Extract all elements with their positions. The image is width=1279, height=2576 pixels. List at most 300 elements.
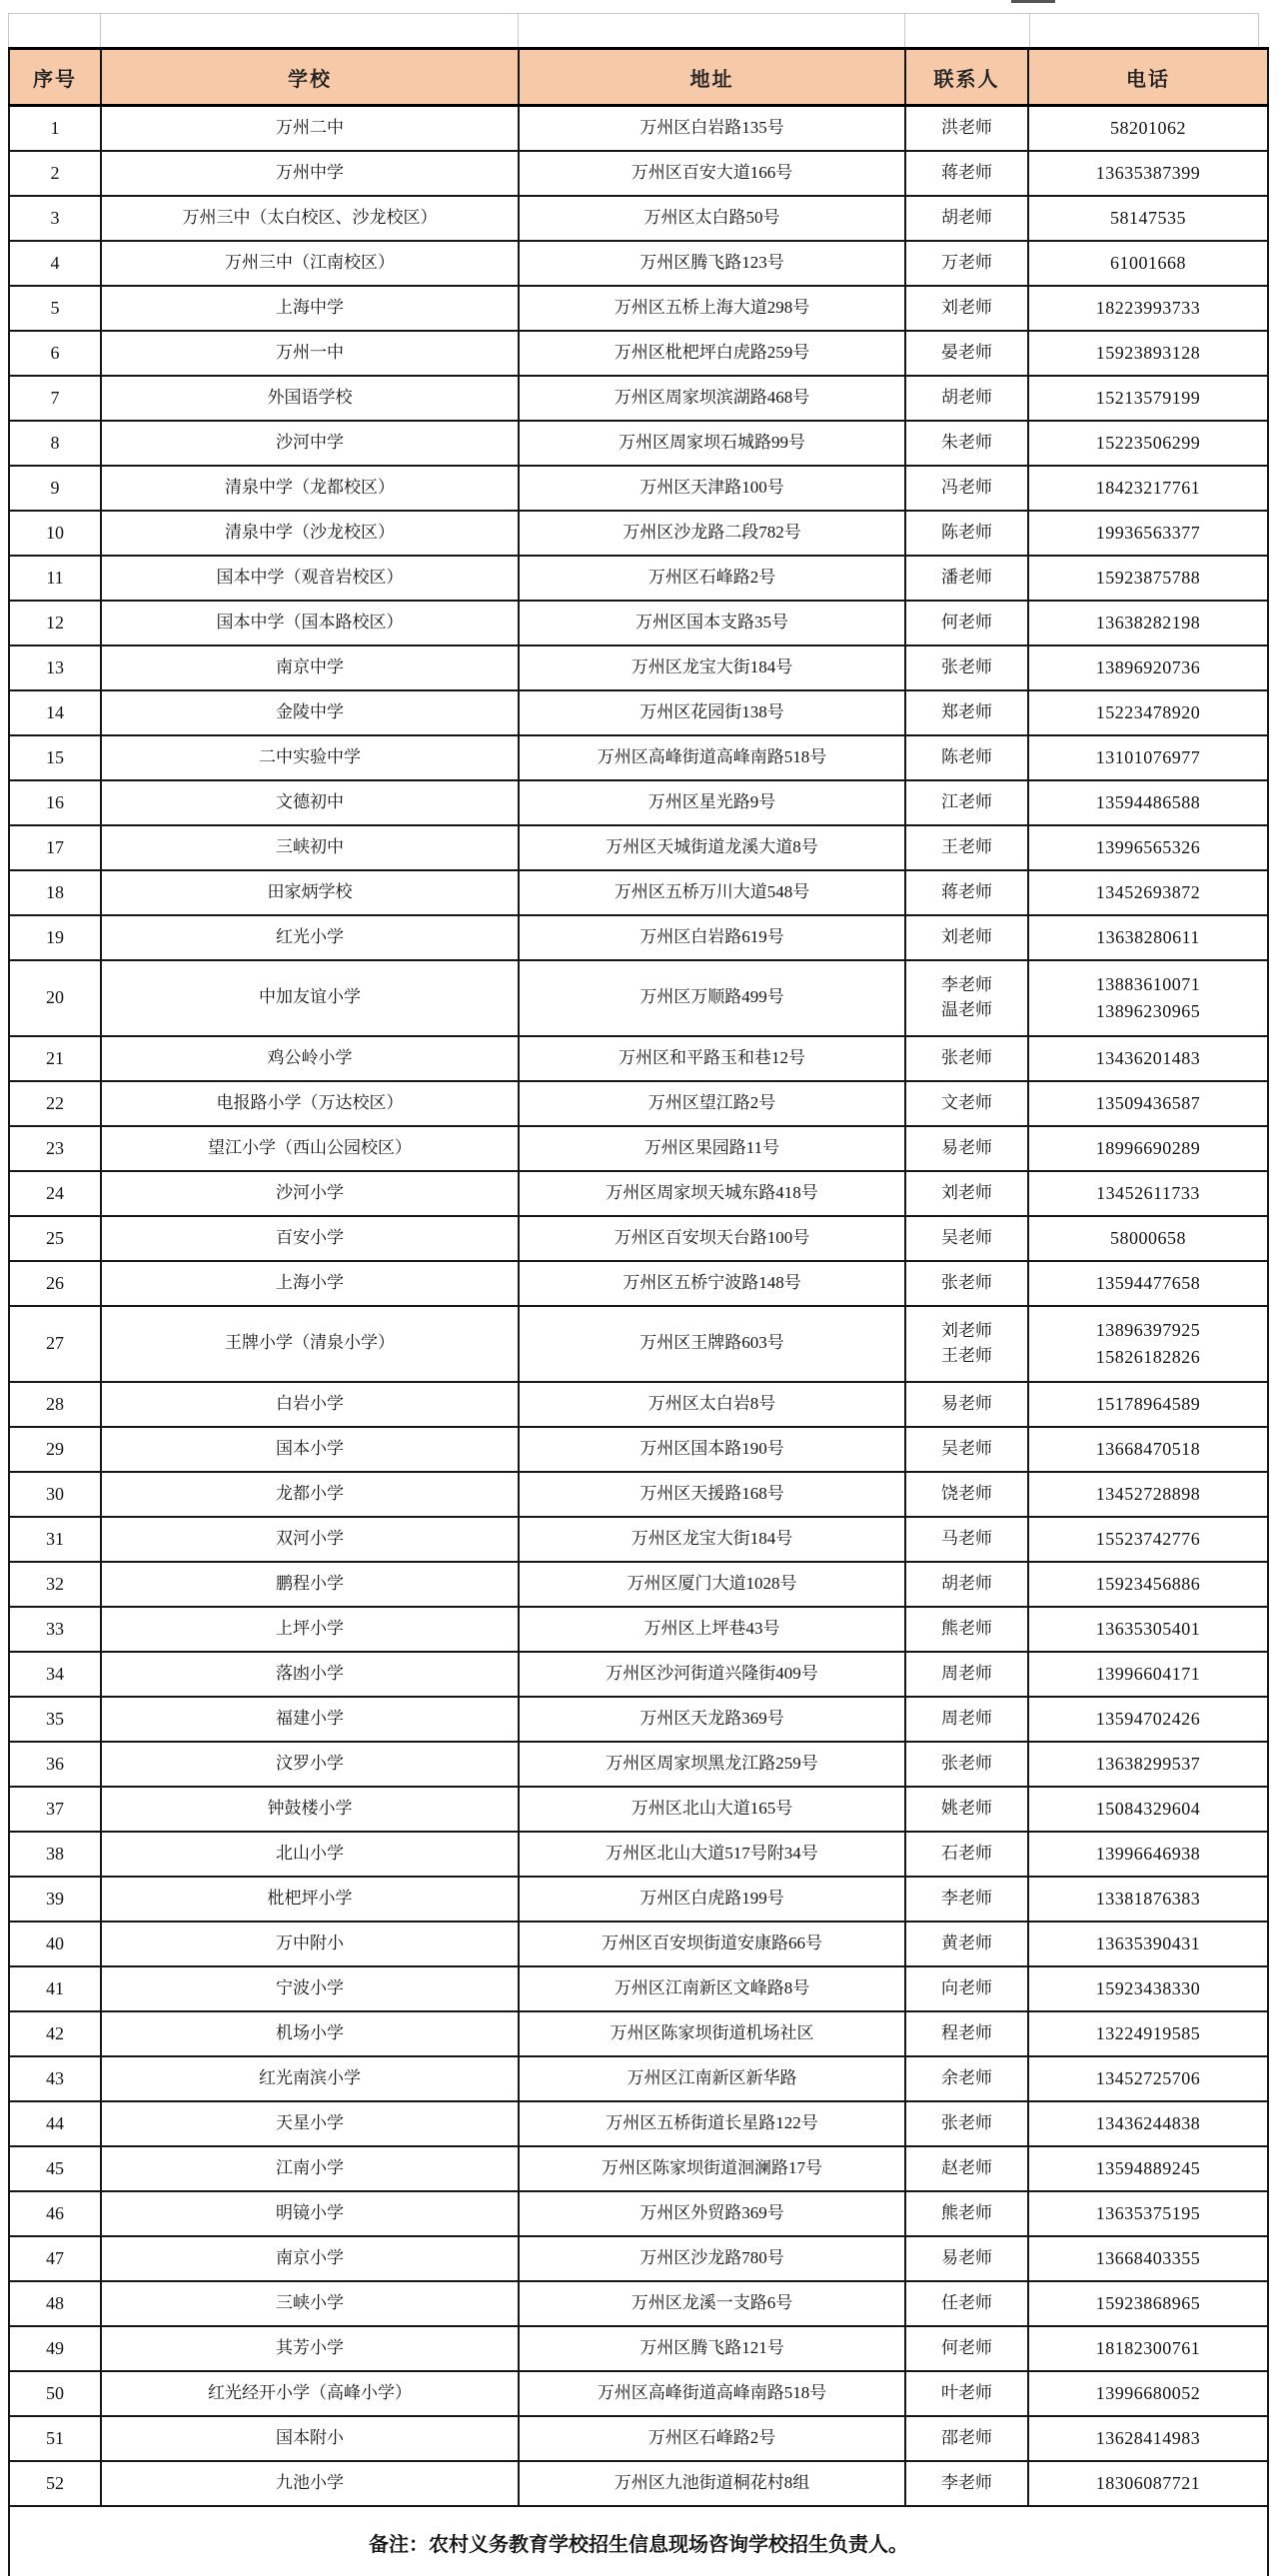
school-contact-table bbox=[8, 47, 1269, 2576]
cell-address: 万州区国本支路35号 bbox=[519, 601, 905, 645]
table-row bbox=[9, 2416, 1268, 2461]
cell-address: 万州区龙溪一支路6号 bbox=[519, 2281, 905, 2326]
cell-school: 田家炳学校 bbox=[101, 870, 519, 915]
cell-address: 万州区沙龙路780号 bbox=[519, 2236, 905, 2281]
cell-phone: 58147535 bbox=[1028, 196, 1268, 241]
table-row bbox=[9, 2101, 1268, 2146]
cell-phone: 15084329604 bbox=[1028, 1787, 1268, 1832]
cell-index: 28 bbox=[9, 1382, 101, 1427]
table-row bbox=[9, 2146, 1268, 2191]
cell-school: 龙都小学 bbox=[101, 1472, 519, 1517]
cell-address: 万州区外贸路369号 bbox=[519, 2191, 905, 2236]
cell-contact: 何老师 bbox=[905, 601, 1028, 645]
cell-contact: 郑老师 bbox=[905, 690, 1028, 735]
cell-address: 万州区花园街138号 bbox=[519, 690, 905, 735]
cell-index: 7 bbox=[9, 376, 101, 421]
table-row bbox=[9, 376, 1268, 421]
cell-phone: 15223506299 bbox=[1028, 421, 1268, 466]
table-row bbox=[9, 1922, 1268, 1966]
cell-index: 45 bbox=[9, 2146, 101, 2191]
cell-index: 22 bbox=[9, 1081, 101, 1126]
cell-index: 13 bbox=[9, 645, 101, 690]
cell-school: 国本附小 bbox=[101, 2416, 519, 2461]
cell-address: 万州区腾飞路121号 bbox=[519, 2326, 905, 2371]
cell-contact: 李老师 bbox=[905, 2461, 1028, 2506]
cell-index: 4 bbox=[9, 241, 101, 286]
column-header: 学校 bbox=[101, 49, 519, 106]
table-row bbox=[9, 556, 1268, 601]
cell-address: 万州区果园路11号 bbox=[519, 1126, 905, 1171]
cell-address: 万州区北山大道517号附34号 bbox=[519, 1832, 905, 1877]
column-header: 电话 bbox=[1028, 49, 1268, 106]
cell-contact: 易老师 bbox=[905, 1382, 1028, 1427]
cell-index: 16 bbox=[9, 780, 101, 825]
cell-address: 万州区望江路2号 bbox=[519, 1081, 905, 1126]
table-row bbox=[9, 1427, 1268, 1472]
cell-contact: 赵老师 bbox=[905, 2146, 1028, 2191]
cell-index: 31 bbox=[9, 1517, 101, 1562]
cell-index: 10 bbox=[9, 511, 101, 556]
cell-index: 38 bbox=[9, 1832, 101, 1877]
table-row bbox=[9, 1472, 1268, 1517]
table-row bbox=[9, 2191, 1268, 2236]
cell-address: 万州区沙河街道兴隆街409号 bbox=[519, 1652, 905, 1697]
cell-address: 万州区周家坝石城路99号 bbox=[519, 421, 905, 466]
cell-address: 万州区石峰路2号 bbox=[519, 556, 905, 601]
cell-phone: 13996646938 bbox=[1028, 1832, 1268, 1877]
cell-address: 万州区陈家坝街道机场社区 bbox=[519, 2011, 905, 2056]
table-row bbox=[9, 2011, 1268, 2056]
cell-school: 王牌小学（清泉小学） bbox=[101, 1306, 519, 1382]
cell-index: 24 bbox=[9, 1171, 101, 1216]
cell-contact: 黄老师 bbox=[905, 1922, 1028, 1966]
grid-line bbox=[904, 13, 905, 47]
cell-school: 望江小学（西山公园校区） bbox=[101, 1126, 519, 1171]
table-row bbox=[9, 960, 1268, 1036]
cell-contact: 刘老师 bbox=[905, 286, 1028, 331]
cell-index: 15 bbox=[9, 735, 101, 780]
cell-phone: 13638280611 bbox=[1028, 915, 1268, 960]
cell-address: 万州区白岩路619号 bbox=[519, 915, 905, 960]
cell-address: 万州区周家坝滨湖路468号 bbox=[519, 376, 905, 421]
cell-contact: 姚老师 bbox=[905, 1787, 1028, 1832]
cell-school: 鸡公岭小学 bbox=[101, 1036, 519, 1081]
cell-address: 万州区江南新区文峰路8号 bbox=[519, 1966, 905, 2011]
cell-address: 万州区五桥上海大道298号 bbox=[519, 286, 905, 331]
cell-school: 鹏程小学 bbox=[101, 1562, 519, 1607]
note-text: 备注：农村义务教育学校招生信息现场咨询学校招生负责人。 bbox=[9, 2506, 1268, 2576]
cell-index: 5 bbox=[9, 286, 101, 331]
cell-address: 万州区江南新区新华路 bbox=[519, 2056, 905, 2101]
cell-phone: 13628414983 bbox=[1028, 2416, 1268, 2461]
cell-school: 其芳小学 bbox=[101, 2326, 519, 2371]
table-row bbox=[9, 780, 1268, 825]
cell-phone: 13452611733 bbox=[1028, 1171, 1268, 1216]
table-row bbox=[9, 2056, 1268, 2101]
cell-index: 48 bbox=[9, 2281, 101, 2326]
cropped-row-remnant bbox=[1011, 0, 1055, 3]
cell-phone: 15223478920 bbox=[1028, 690, 1268, 735]
cell-school: 枇杷坪小学 bbox=[101, 1877, 519, 1922]
cell-contact: 胡老师 bbox=[905, 376, 1028, 421]
cell-address: 万州区石峰路2号 bbox=[519, 2416, 905, 2461]
cell-address: 万州区天援路168号 bbox=[519, 1472, 905, 1517]
cell-phone: 13635305401 bbox=[1028, 1607, 1268, 1652]
table-row bbox=[9, 825, 1268, 870]
cell-contact: 胡老师 bbox=[905, 196, 1028, 241]
cell-address: 万州区高峰街道高峰南路518号 bbox=[519, 2371, 905, 2416]
cell-school: 福建小学 bbox=[101, 1697, 519, 1742]
cell-school: 沙河中学 bbox=[101, 421, 519, 466]
cell-phone: 15923868965 bbox=[1028, 2281, 1268, 2326]
cell-contact: 邵老师 bbox=[905, 2416, 1028, 2461]
cell-address: 万州区高峰街道高峰南路518号 bbox=[519, 735, 905, 780]
column-header: 联系人 bbox=[905, 49, 1028, 106]
cell-address: 万州区龙宝大街184号 bbox=[519, 645, 905, 690]
cell-contact: 蒋老师 bbox=[905, 870, 1028, 915]
cell-address: 万州区上坪巷43号 bbox=[519, 1607, 905, 1652]
cell-phone: 18996690289 bbox=[1028, 1126, 1268, 1171]
cell-contact: 刘老师 王老师 bbox=[905, 1306, 1028, 1382]
cell-address: 万州区腾飞路123号 bbox=[519, 241, 905, 286]
table-row bbox=[9, 331, 1268, 376]
cell-index: 12 bbox=[9, 601, 101, 645]
cell-address: 万州区五桥万川大道548号 bbox=[519, 870, 905, 915]
grid-line bbox=[1258, 13, 1259, 47]
cell-index: 46 bbox=[9, 2191, 101, 2236]
cell-phone: 13452725706 bbox=[1028, 2056, 1268, 2101]
cell-school: 南京小学 bbox=[101, 2236, 519, 2281]
cell-school: 三峡小学 bbox=[101, 2281, 519, 2326]
cell-address: 万州区九池街道桐花村8组 bbox=[519, 2461, 905, 2506]
cell-phone: 13509436587 bbox=[1028, 1081, 1268, 1126]
cell-contact: 吴老师 bbox=[905, 1216, 1028, 1261]
cell-phone: 58000658 bbox=[1028, 1216, 1268, 1261]
cell-address: 万州区陈家坝街道洄澜路17号 bbox=[519, 2146, 905, 2191]
cell-contact: 李老师 bbox=[905, 1877, 1028, 1922]
cell-contact: 易老师 bbox=[905, 2236, 1028, 2281]
cell-phone: 58201062 bbox=[1028, 106, 1268, 151]
cell-school: 北山小学 bbox=[101, 1832, 519, 1877]
cell-school: 文德初中 bbox=[101, 780, 519, 825]
cell-index: 3 bbox=[9, 196, 101, 241]
cell-address: 万州区太白路50号 bbox=[519, 196, 905, 241]
cell-index: 25 bbox=[9, 1216, 101, 1261]
table-row bbox=[9, 1126, 1268, 1171]
cell-school: 落凼小学 bbox=[101, 1652, 519, 1697]
cell-address: 万州区天津路100号 bbox=[519, 466, 905, 511]
table-row bbox=[9, 690, 1268, 735]
table-row bbox=[9, 915, 1268, 960]
cell-index: 47 bbox=[9, 2236, 101, 2281]
cell-phone: 13635390431 bbox=[1028, 1922, 1268, 1966]
table-row bbox=[9, 1562, 1268, 1607]
table-row bbox=[9, 466, 1268, 511]
table-row bbox=[9, 151, 1268, 196]
cell-index: 37 bbox=[9, 1787, 101, 1832]
cell-contact: 冯老师 bbox=[905, 466, 1028, 511]
cell-phone: 13635375195 bbox=[1028, 2191, 1268, 2236]
cell-school: 机场小学 bbox=[101, 2011, 519, 2056]
cell-index: 27 bbox=[9, 1306, 101, 1382]
cell-index: 36 bbox=[9, 1742, 101, 1787]
cell-phone: 13594889245 bbox=[1028, 2146, 1268, 2191]
table-row bbox=[9, 2281, 1268, 2326]
cell-contact: 晏老师 bbox=[905, 331, 1028, 376]
table-row bbox=[9, 1171, 1268, 1216]
cell-phone: 13896920736 bbox=[1028, 645, 1268, 690]
grid-line bbox=[518, 13, 519, 47]
grid-line bbox=[100, 13, 101, 47]
cell-index: 1 bbox=[9, 106, 101, 151]
cell-index: 51 bbox=[9, 2416, 101, 2461]
cell-phone: 61001668 bbox=[1028, 241, 1268, 286]
cell-address: 万州区厦门大道1028号 bbox=[519, 1562, 905, 1607]
cell-school: 百安小学 bbox=[101, 1216, 519, 1261]
cell-contact: 马老师 bbox=[905, 1517, 1028, 1562]
cell-school: 明镜小学 bbox=[101, 2191, 519, 2236]
cell-contact: 张老师 bbox=[905, 1742, 1028, 1787]
grid-line bbox=[1029, 13, 1030, 47]
cell-contact: 万老师 bbox=[905, 241, 1028, 286]
cell-phone: 18182300761 bbox=[1028, 2326, 1268, 2371]
cell-school: 清泉中学（沙龙校区） bbox=[101, 511, 519, 556]
cell-phone: 13896397925 15826182826 bbox=[1028, 1306, 1268, 1382]
cell-school: 九池小学 bbox=[101, 2461, 519, 2506]
cell-contact: 刘老师 bbox=[905, 1171, 1028, 1216]
table-row bbox=[9, 1832, 1268, 1877]
cell-contact: 潘老师 bbox=[905, 556, 1028, 601]
cell-school: 万州三中（太白校区、沙龙校区） bbox=[101, 196, 519, 241]
cell-school: 三峡初中 bbox=[101, 825, 519, 870]
cell-school: 双河小学 bbox=[101, 1517, 519, 1562]
cell-school: 上海中学 bbox=[101, 286, 519, 331]
cell-index: 52 bbox=[9, 2461, 101, 2506]
grid-line bbox=[8, 13, 9, 47]
cell-school: 国本中学（观音岩校区） bbox=[101, 556, 519, 601]
cell-contact: 饶老师 bbox=[905, 1472, 1028, 1517]
cell-index: 6 bbox=[9, 331, 101, 376]
cell-contact: 朱老师 bbox=[905, 421, 1028, 466]
cell-index: 42 bbox=[9, 2011, 101, 2056]
table-row bbox=[9, 645, 1268, 690]
cell-contact: 刘老师 bbox=[905, 915, 1028, 960]
cell-school: 天星小学 bbox=[101, 2101, 519, 2146]
cell-school: 红光小学 bbox=[101, 915, 519, 960]
cell-contact: 易老师 bbox=[905, 1126, 1028, 1171]
cell-phone: 15523742776 bbox=[1028, 1517, 1268, 1562]
table-row bbox=[9, 106, 1268, 151]
note-row bbox=[9, 2506, 1268, 2576]
table-row bbox=[9, 870, 1268, 915]
table-row bbox=[9, 196, 1268, 241]
cell-address: 万州区白岩路135号 bbox=[519, 106, 905, 151]
cell-phone: 13594702426 bbox=[1028, 1697, 1268, 1742]
cell-school: 上海小学 bbox=[101, 1261, 519, 1306]
cell-contact: 熊老师 bbox=[905, 1607, 1028, 1652]
cell-contact: 文老师 bbox=[905, 1081, 1028, 1126]
cell-school: 万中附小 bbox=[101, 1922, 519, 1966]
cell-address: 万州区星光路9号 bbox=[519, 780, 905, 825]
cell-contact: 石老师 bbox=[905, 1832, 1028, 1877]
cell-school: 国本小学 bbox=[101, 1427, 519, 1472]
cell-school: 沙河小学 bbox=[101, 1171, 519, 1216]
cell-phone: 13381876383 bbox=[1028, 1877, 1268, 1922]
cell-school: 电报路小学（万达校区） bbox=[101, 1081, 519, 1126]
cell-address: 万州区五桥宁波路148号 bbox=[519, 1261, 905, 1306]
cell-address: 万州区国本路190号 bbox=[519, 1427, 905, 1472]
table-row bbox=[9, 1517, 1268, 1562]
cell-contact: 张老师 bbox=[905, 1036, 1028, 1081]
cell-index: 11 bbox=[9, 556, 101, 601]
cell-contact: 李老师 温老师 bbox=[905, 960, 1028, 1036]
cell-address: 万州区沙龙路二段782号 bbox=[519, 511, 905, 556]
cell-phone: 18223993733 bbox=[1028, 286, 1268, 331]
cell-contact: 张老师 bbox=[905, 2101, 1028, 2146]
cell-address: 万州区王牌路603号 bbox=[519, 1306, 905, 1382]
cell-contact: 向老师 bbox=[905, 1966, 1028, 2011]
cell-index: 39 bbox=[9, 1877, 101, 1922]
column-header: 地址 bbox=[519, 49, 905, 106]
cell-contact: 叶老师 bbox=[905, 2371, 1028, 2416]
cell-phone: 13996565326 bbox=[1028, 825, 1268, 870]
cell-index: 33 bbox=[9, 1607, 101, 1652]
cell-index: 32 bbox=[9, 1562, 101, 1607]
cell-school: 金陵中学 bbox=[101, 690, 519, 735]
cell-contact: 江老师 bbox=[905, 780, 1028, 825]
cell-school: 汶罗小学 bbox=[101, 1742, 519, 1787]
cell-address: 万州区周家坝黑龙江路259号 bbox=[519, 1742, 905, 1787]
cell-school: 中加友谊小学 bbox=[101, 960, 519, 1036]
cell-phone: 13668470518 bbox=[1028, 1427, 1268, 1472]
cell-index: 49 bbox=[9, 2326, 101, 2371]
cell-address: 万州区北山大道165号 bbox=[519, 1787, 905, 1832]
cell-school: 万州一中 bbox=[101, 331, 519, 376]
cell-contact: 张老师 bbox=[905, 645, 1028, 690]
cell-phone: 15923893128 bbox=[1028, 331, 1268, 376]
cell-address: 万州区龙宝大街184号 bbox=[519, 1517, 905, 1562]
table-row bbox=[9, 1652, 1268, 1697]
cell-phone: 13224919585 bbox=[1028, 2011, 1268, 2056]
table-row bbox=[9, 511, 1268, 556]
cell-phone: 15178964589 bbox=[1028, 1382, 1268, 1427]
cell-address: 万州区天龙路369号 bbox=[519, 1697, 905, 1742]
table-row bbox=[9, 1742, 1268, 1787]
cell-school: 二中实验中学 bbox=[101, 735, 519, 780]
cell-contact: 周老师 bbox=[905, 1652, 1028, 1697]
cell-index: 44 bbox=[9, 2101, 101, 2146]
cell-address: 万州区万顺路499号 bbox=[519, 960, 905, 1036]
table-row bbox=[9, 286, 1268, 331]
table-row bbox=[9, 1966, 1268, 2011]
cell-school: 白岩小学 bbox=[101, 1382, 519, 1427]
cell-school: 万州中学 bbox=[101, 151, 519, 196]
cell-phone: 15923875788 bbox=[1028, 556, 1268, 601]
cell-contact: 熊老师 bbox=[905, 2191, 1028, 2236]
cell-index: 43 bbox=[9, 2056, 101, 2101]
cell-index: 8 bbox=[9, 421, 101, 466]
cell-index: 17 bbox=[9, 825, 101, 870]
table-row bbox=[9, 1081, 1268, 1126]
cell-index: 30 bbox=[9, 1472, 101, 1517]
header-row bbox=[9, 49, 1268, 106]
cell-address: 万州区百安坝街道安康路66号 bbox=[519, 1922, 905, 1966]
cell-index: 2 bbox=[9, 151, 101, 196]
cell-address: 万州区百安坝天台路100号 bbox=[519, 1216, 905, 1261]
cell-address: 万州区和平路玉和巷12号 bbox=[519, 1036, 905, 1081]
cell-index: 21 bbox=[9, 1036, 101, 1081]
cell-address: 万州区五桥街道长星路122号 bbox=[519, 2101, 905, 2146]
cell-contact: 吴老师 bbox=[905, 1427, 1028, 1472]
cell-phone: 13883610071 13896230965 bbox=[1028, 960, 1268, 1036]
table-row bbox=[9, 1787, 1268, 1832]
cell-school: 宁波小学 bbox=[101, 1966, 519, 2011]
cell-school: 上坪小学 bbox=[101, 1607, 519, 1652]
cell-index: 9 bbox=[9, 466, 101, 511]
cell-index: 34 bbox=[9, 1652, 101, 1697]
table-row bbox=[9, 1697, 1268, 1742]
cell-phone: 18423217761 bbox=[1028, 466, 1268, 511]
cell-index: 14 bbox=[9, 690, 101, 735]
column-header: 序号 bbox=[9, 49, 101, 106]
cell-contact: 周老师 bbox=[905, 1697, 1028, 1742]
cell-phone: 13594477658 bbox=[1028, 1261, 1268, 1306]
cell-contact: 任老师 bbox=[905, 2281, 1028, 2326]
cell-phone: 18306087721 bbox=[1028, 2461, 1268, 2506]
cell-index: 19 bbox=[9, 915, 101, 960]
cell-phone: 13638282198 bbox=[1028, 601, 1268, 645]
cell-contact: 何老师 bbox=[905, 2326, 1028, 2371]
cell-school: 国本中学（国本路校区） bbox=[101, 601, 519, 645]
cell-phone: 15923456886 bbox=[1028, 1562, 1268, 1607]
cell-contact: 陈老师 bbox=[905, 735, 1028, 780]
table-row bbox=[9, 2326, 1268, 2371]
cell-address: 万州区白虎路199号 bbox=[519, 1877, 905, 1922]
cell-school: 江南小学 bbox=[101, 2146, 519, 2191]
table-row bbox=[9, 1607, 1268, 1652]
table-row bbox=[9, 735, 1268, 780]
cell-school: 清泉中学（龙都校区） bbox=[101, 466, 519, 511]
cell-address: 万州区天城街道龙溪大道8号 bbox=[519, 825, 905, 870]
table-row bbox=[9, 1306, 1268, 1382]
cell-school: 红光南滨小学 bbox=[101, 2056, 519, 2101]
cell-index: 41 bbox=[9, 1966, 101, 2011]
table-body bbox=[9, 106, 1268, 2506]
cell-phone: 15213579199 bbox=[1028, 376, 1268, 421]
grid-line bbox=[8, 13, 1259, 14]
table-row bbox=[9, 241, 1268, 286]
cell-contact: 陈老师 bbox=[905, 511, 1028, 556]
cell-index: 40 bbox=[9, 1922, 101, 1966]
cell-phone: 13996680052 bbox=[1028, 2371, 1268, 2416]
cell-index: 18 bbox=[9, 870, 101, 915]
cell-school: 南京中学 bbox=[101, 645, 519, 690]
cell-index: 20 bbox=[9, 960, 101, 1036]
cell-contact: 张老师 bbox=[905, 1261, 1028, 1306]
cell-phone: 13452693872 bbox=[1028, 870, 1268, 915]
cell-contact: 余老师 bbox=[905, 2056, 1028, 2101]
cell-phone: 13436201483 bbox=[1028, 1036, 1268, 1081]
table-row bbox=[9, 1216, 1268, 1261]
table-row bbox=[9, 1877, 1268, 1922]
table-row bbox=[9, 2461, 1268, 2506]
cell-index: 23 bbox=[9, 1126, 101, 1171]
table-row bbox=[9, 1261, 1268, 1306]
cell-phone: 19936563377 bbox=[1028, 511, 1268, 556]
table-row bbox=[9, 2371, 1268, 2416]
cell-contact: 胡老师 bbox=[905, 1562, 1028, 1607]
table-row bbox=[9, 421, 1268, 466]
